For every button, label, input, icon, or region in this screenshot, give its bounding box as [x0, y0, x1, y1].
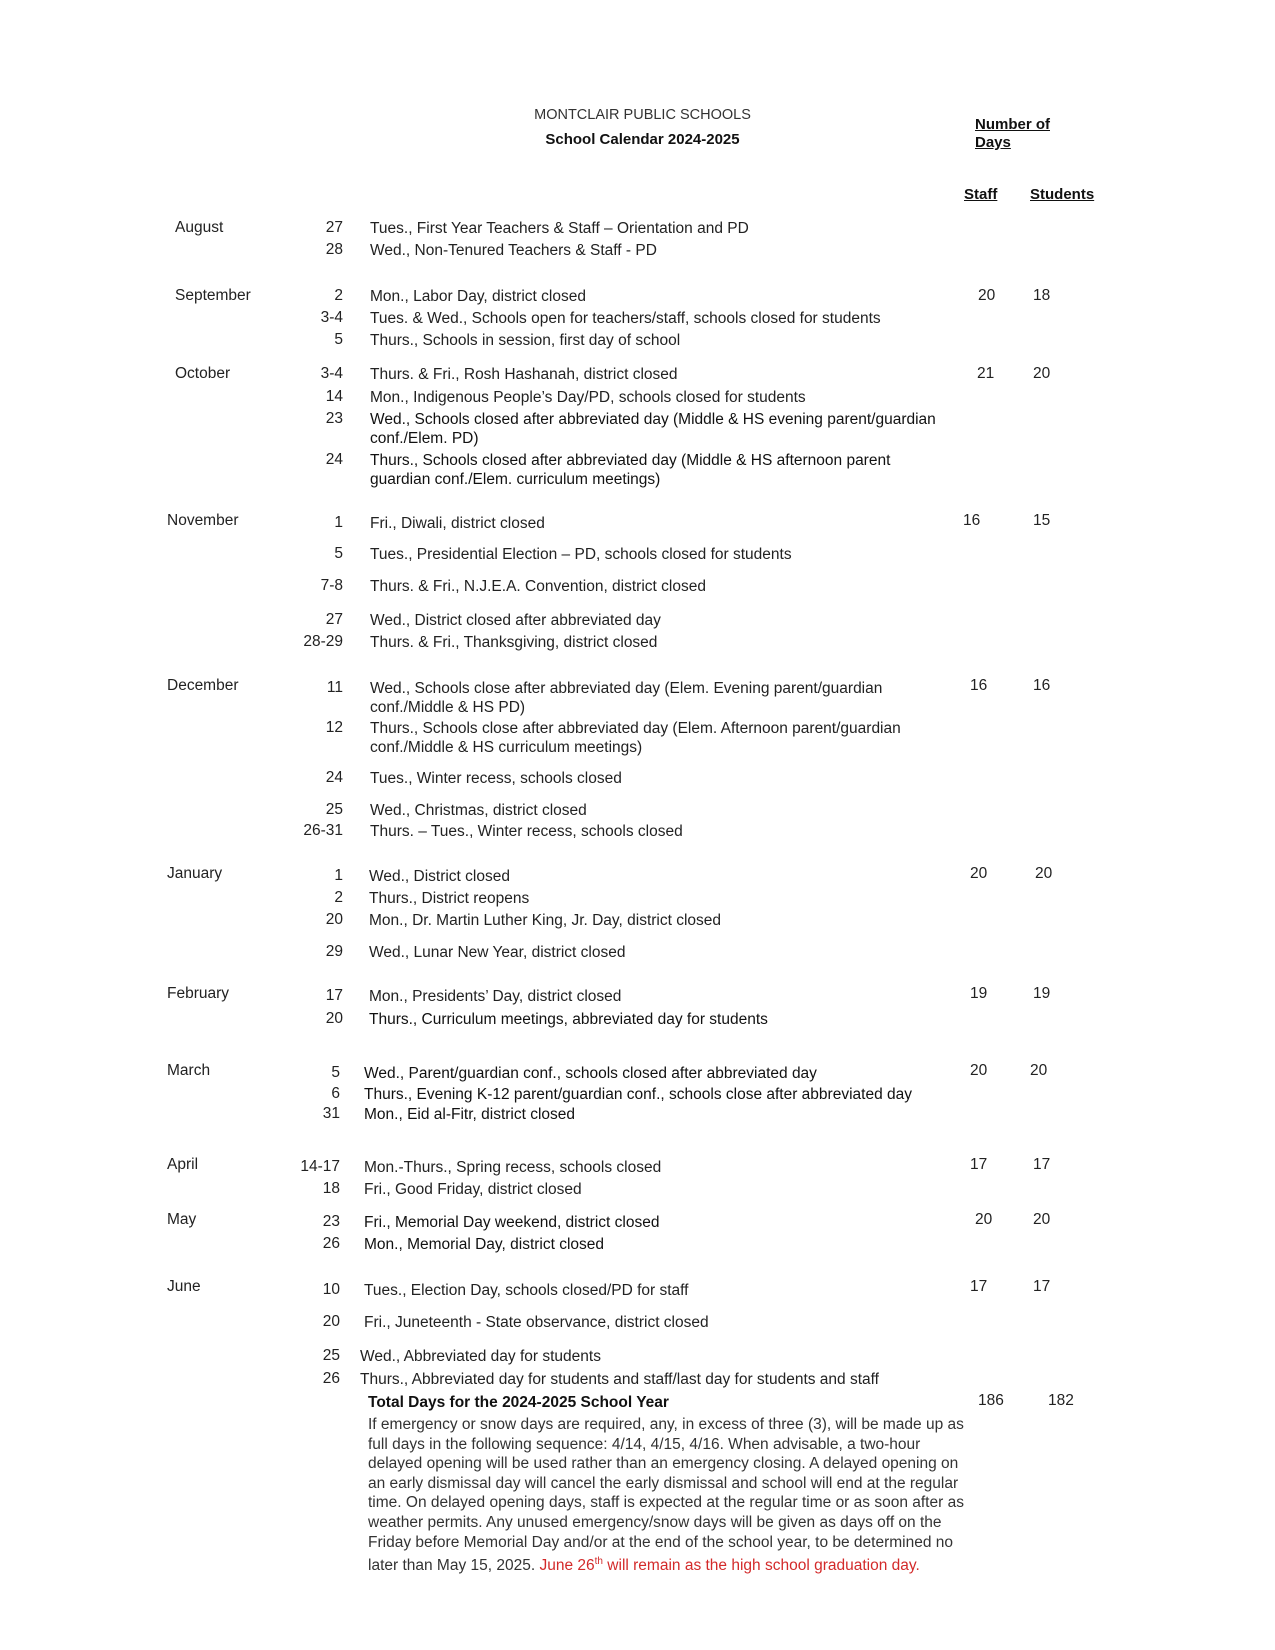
event-description: Thurs., Schools closed after abbreviated day (Middle & HS afternoon parent guardian conf./Elem. curriculum meetings): [370, 452, 891, 488]
calendar-subtitle: School Calendar 2024-2025: [545, 131, 740, 148]
event-description: Wed., District closed after abbreviated day: [370, 612, 661, 629]
event-date: 17: [325, 987, 343, 1004]
emergency-days-note: [368, 1415, 968, 1576]
month-label: September: [175, 287, 251, 304]
event-description: Wed., Christmas, district closed: [370, 802, 587, 819]
staff-days-count: 19: [970, 985, 988, 1002]
event-date: 28: [325, 241, 343, 258]
event-description: Thurs. & Fri., Thanksgiving, district closed: [370, 634, 658, 651]
staff-days-count: 21: [977, 365, 995, 382]
month-label: January: [167, 865, 223, 882]
staff-days-count: 16: [963, 512, 981, 529]
event-date: 31: [322, 1105, 340, 1122]
student-days-count: 18: [1033, 287, 1051, 304]
event-date: 5: [334, 545, 343, 562]
student-days-count: 17: [1033, 1278, 1051, 1295]
event-description: Thurs., District reopens: [369, 890, 530, 907]
event-date: 24: [325, 769, 343, 786]
staff-days-count: 17: [970, 1278, 988, 1295]
event-description: Wed., Schools closed after abbreviated day (Middle & HS evening parent/guardian conf./Elem. PD): [370, 411, 936, 447]
event-date: 10: [322, 1281, 340, 1298]
event-description: Thurs., Curriculum meetings, abbreviated day for students: [369, 1011, 768, 1028]
total-student-days: 182: [1048, 1392, 1074, 1409]
event-date: 29: [325, 943, 343, 960]
event-date: 6: [331, 1085, 340, 1102]
note-text: If emergency or snow days are required, any, in excess of three (3), will be made up as full days in the following sequence: 4/14, 4/15, 4/16. When advisable, a two-hour delayed opening will be used rather than an emergency closing. A delayed opening on an early dismissal day will cancel the early dismissal and school will end at the regular time. On delayed opening days, staff is expected at the regular time or as soon after as weather permits. Any unused emergency/snow days will be given as days off on the Friday before Memorial Day and/or at the end of the school year, to be determined no later than May 15, 2025.: [368, 1416, 964, 1575]
event-date: 2: [334, 889, 343, 906]
event-description: Mon., Dr. Martin Luther King, Jr. Day, district closed: [369, 912, 722, 929]
month-label: March: [167, 1062, 211, 1079]
event-description: Fri., Diwali, district closed: [370, 515, 545, 532]
event-description: Fri., Memorial Day weekend, district closed: [364, 1214, 660, 1231]
staff-days-count: 20: [978, 287, 996, 304]
event-date: 25: [322, 1347, 340, 1364]
event-date: 23: [325, 410, 343, 427]
event-date: 28-29: [303, 633, 343, 650]
event-date: 11: [326, 679, 343, 696]
month-label: June: [167, 1278, 201, 1295]
student-days-count: 17: [1033, 1156, 1051, 1173]
month-label: April: [167, 1156, 199, 1173]
event-date: 26-31: [303, 822, 343, 839]
staff-days-count: 16: [970, 677, 988, 694]
event-date: 5: [331, 1064, 340, 1081]
student-days-count: 19: [1033, 985, 1051, 1002]
event-date: 20: [325, 911, 343, 928]
month-label: December: [167, 677, 239, 694]
student-days-count: 20: [1030, 1062, 1048, 1079]
event-description: Wed., Lunar New Year, district closed: [369, 944, 626, 961]
event-description: Thurs. – Tues., Winter recess, schools closed: [370, 823, 683, 840]
event-date: 23: [322, 1213, 340, 1230]
event-description: Tues., Presidential Election – PD, schools closed for students: [370, 546, 792, 563]
event-description: Mon., Memorial Day, district closed: [364, 1236, 605, 1253]
event-description: Thurs. & Fri., N.J.E.A. Convention, district closed: [370, 578, 706, 595]
event-description: Mon., Eid al-Fitr, district closed: [364, 1106, 576, 1123]
event-date: 24: [325, 451, 343, 468]
event-date: 1: [334, 514, 343, 531]
staff-column-heading: Staff: [964, 186, 998, 203]
staff-days-count: 20: [975, 1211, 993, 1228]
event-date: 26: [322, 1235, 340, 1252]
graduation-note: June 26th will remain as the high school graduation day.: [539, 1556, 920, 1575]
event-date: 1: [334, 867, 343, 884]
event-description: Thurs., Evening K-12 parent/guardian conf., schools close after abbreviated day: [364, 1086, 912, 1103]
event-description: Wed., Schools close after abbreviated day (Elem. Evening parent/guardian conf./Middle & HS PD): [370, 680, 883, 716]
staff-days-count: 20: [970, 1062, 988, 1079]
event-description: Tues., Election Day, schools closed/PD for staff: [364, 1282, 689, 1299]
event-date: 5: [334, 331, 343, 348]
org-title: MONTCLAIR PUBLIC SCHOOLS: [534, 107, 751, 123]
event-date: 7-8: [320, 577, 343, 594]
event-description: Mon., Indigenous People’s Day/PD, schools closed for students: [370, 389, 806, 406]
student-days-count: 20: [1033, 365, 1051, 382]
total-staff-days: 186: [978, 1392, 1004, 1409]
event-date: 3-4: [320, 309, 343, 326]
event-description: Wed., District closed: [369, 868, 510, 885]
event-description: Wed., Parent/guardian conf., schools closed after abbreviated day: [364, 1065, 817, 1082]
event-description: Thurs., Abbreviated day for students and staff/last day for students and staff: [360, 1371, 879, 1388]
event-description: Thurs., Schools in session, first day of school: [370, 332, 681, 349]
student-days-count: 20: [1033, 1211, 1051, 1228]
month-label: October: [175, 365, 231, 382]
month-label: May: [167, 1211, 197, 1228]
event-description: Tues., First Year Teachers & Staff – Orientation and PD: [370, 220, 749, 237]
days-column-heading: Number of Days: [975, 116, 1050, 151]
event-description: Thurs., Schools close after abbreviated day (Elem. Afternoon parent/guardian conf./Middle & HS curriculum meetings): [370, 720, 901, 756]
month-label: February: [167, 985, 230, 1002]
event-date: 25: [325, 801, 343, 818]
month-label: August: [175, 219, 224, 236]
event-date: 20: [322, 1313, 340, 1330]
event-description: Tues. & Wed., Schools open for teachers/staff, schools closed for students: [370, 310, 881, 327]
event-description: Fri., Good Friday, district closed: [364, 1181, 582, 1198]
student-days-count: 20: [1035, 865, 1053, 882]
event-date: 14: [325, 388, 343, 405]
students-column-heading: Students: [1030, 186, 1095, 203]
event-date: 12: [325, 719, 343, 736]
student-days-count: 16: [1033, 677, 1051, 694]
event-description: Mon., Presidents’ Day, district closed: [369, 988, 622, 1005]
event-description: Thurs. & Fri., Rosh Hashanah, district closed: [370, 366, 678, 383]
event-description: Wed., Abbreviated day for students: [360, 1348, 601, 1365]
event-date: 27: [325, 611, 343, 628]
total-days-label: Total Days for the 2024-2025 School Year: [368, 1394, 669, 1411]
staff-days-count: 17: [970, 1156, 988, 1173]
event-date: 20: [325, 1010, 343, 1027]
staff-days-count: 20: [970, 865, 988, 882]
event-description: Tues., Winter recess, schools closed: [370, 770, 622, 787]
month-label: November: [167, 512, 239, 529]
event-description: Fri., Juneteenth - State observance, district closed: [364, 1314, 709, 1331]
event-date: 27: [325, 219, 343, 236]
event-date: 26: [322, 1370, 340, 1387]
student-days-count: 15: [1033, 512, 1051, 529]
event-date: 14-17: [300, 1158, 340, 1175]
event-date: 18: [322, 1180, 340, 1197]
event-description: Mon., Labor Day, district closed: [370, 288, 586, 305]
event-date: 3-4: [320, 365, 343, 382]
event-date: 2: [334, 287, 343, 304]
event-description: Wed., Non-Tenured Teachers & Staff - PD: [370, 242, 657, 259]
event-description: Mon.-Thurs., Spring recess, schools closed: [364, 1159, 662, 1176]
